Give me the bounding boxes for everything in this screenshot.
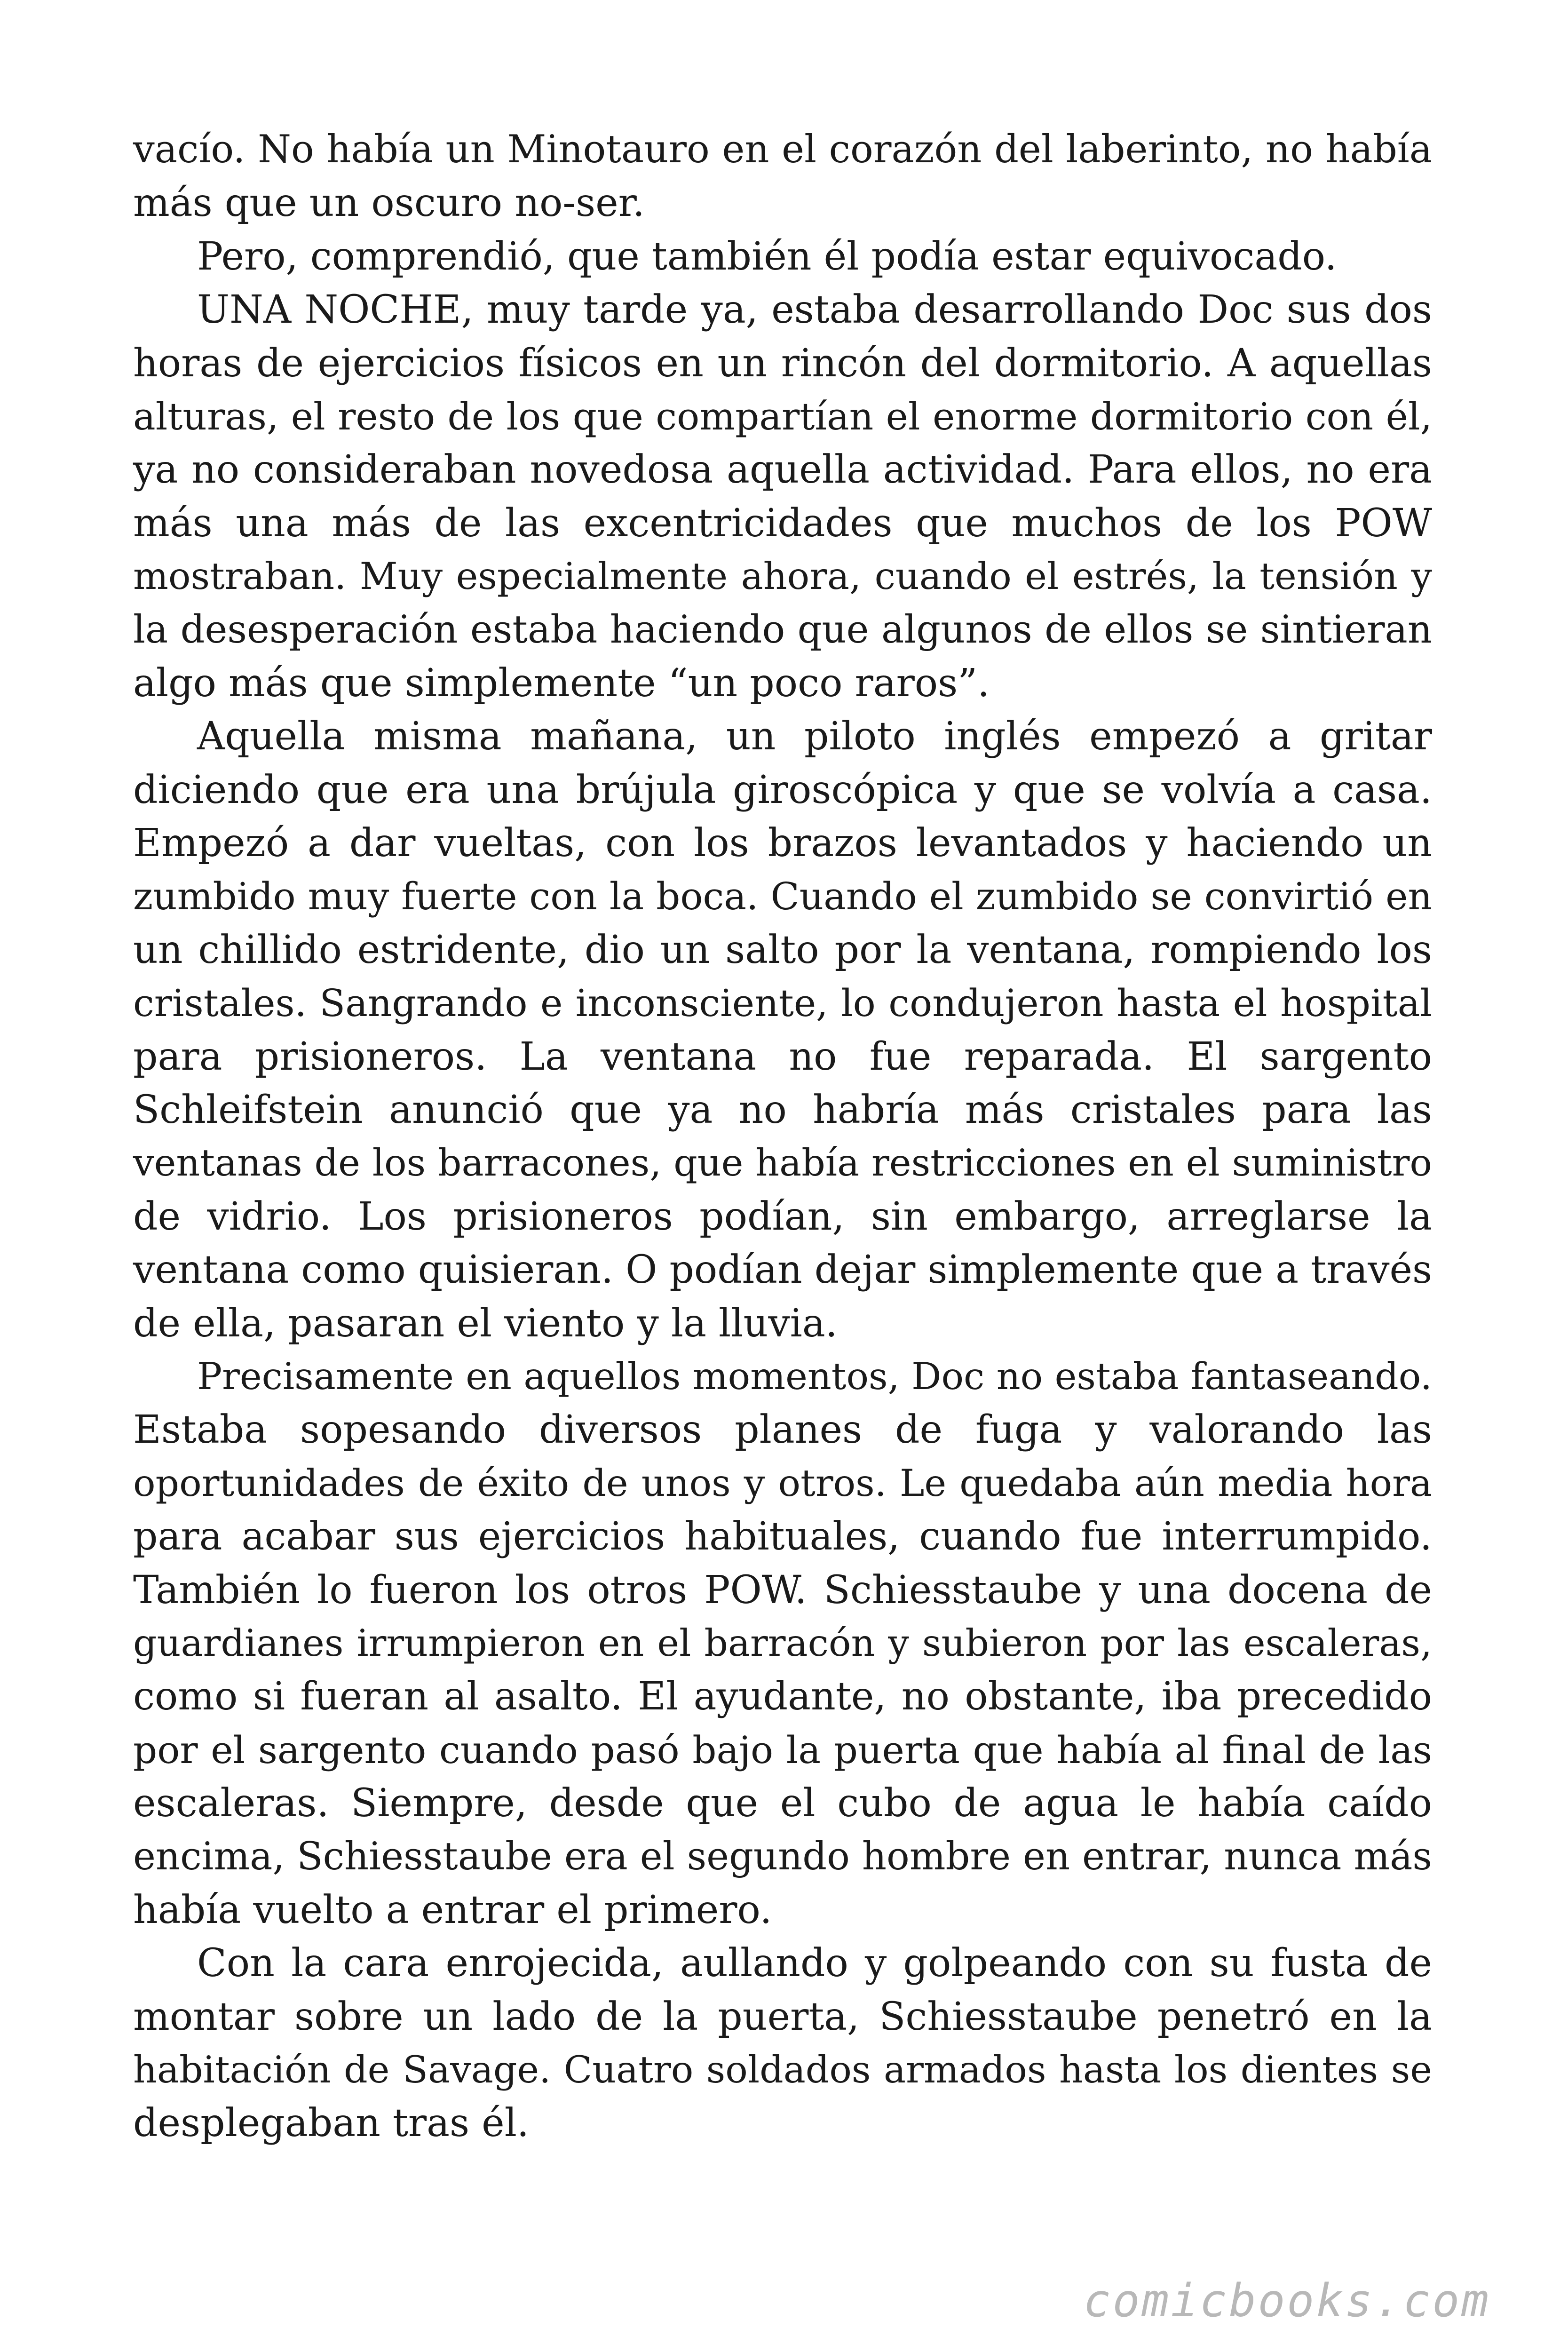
text-line: Empezó a dar vueltas, con los brazos levantados y haciendo un [133,821,1432,866]
text-line: escaleras. Siempre, desde que el cubo de agua le había caído [133,1781,1432,1826]
text-line: encima, Schiesstaube era el segundo hombre en entrar, nunca más [133,1834,1432,1879]
text-line: habitación de Savage. Cuatro soldados armados hasta los dientes se [133,2048,1432,2092]
text-line: ya no consideraban novedosa aquella actividad. Para ellos, no era [133,447,1432,493]
text-line: zumbido muy fuerte con la boca. Cuando el zumbido se convirtió en [133,874,1432,919]
text-line: oportunidades de éxito de unos y otros. Le quedaba aún media hora [133,1461,1432,1505]
body-text [133,123,1432,2150]
text-line: Estaba sopesando diversos planes de fuga y valorando las [133,1407,1432,1453]
text-line: para acabar sus ejercicios habituales, cuando fue interrumpido. [133,1514,1432,1559]
text-line: más una más de las excentricidades que muchos de los POW [133,501,1432,546]
text-line: como si fueran al asalto. El ayudante, no obstante, iba precedido [133,1674,1432,1719]
text-line: alturas, el resto de los que compartían el enorme dormitorio con él, [133,394,1432,438]
text-line: un chillido estridente, dio un salto por la ventana, rompiendo los [133,927,1432,972]
text-line: algo más que simplemente “un poco raros”. [133,660,990,706]
text-line: para prisioneros. La ventana no fue reparada. El sargento [133,1034,1432,1079]
text-line: desplegaban tras él. [133,2101,529,2146]
text-line: montar sobre un lado de la puerta, Schiesstaube penetró en la [133,1994,1432,2039]
text-line: de ella, pasaran el viento y la lluvia. [133,1301,838,1346]
text-line: Con la cara enrojecida, aullando y golpeando con su fusta de [197,1941,1432,1986]
text-line: mostraban. Muy especialmente ahora, cuando el estrés, la tensión y [133,555,1432,598]
text-line: Pero, comprendió, que también él podía estar equivocado. [197,234,1337,279]
text-line: horas de ejercicios físicos en un rincón del dormitorio. A aquellas [133,341,1432,386]
text-line: UNA NOCHE, muy tarde ya, estaba desarrollando Doc sus dos [197,287,1432,333]
text-line: por el sargento cuando pasó bajo la puerta que había al final de las [133,1728,1432,1772]
text-line: guardianes irrumpieron en el barracón y subieron por las escaleras, [133,1621,1432,1665]
text-line: Precisamente en aquellos momentos, Doc no estaba fantaseando. [197,1354,1432,1398]
text-line: diciendo que era una brújula giroscópica y que se volvía a casa. [133,767,1432,812]
text-line: Schleifstein anunció que ya no habría más cristales para las [133,1088,1432,1133]
text-line: También lo fueron los otros POW. Schiesstaube y una docena de [133,1567,1432,1613]
text-line: de vidrio. Los prisioneros podían, sin embargo, arreglarse la [133,1194,1432,1239]
text-line: vacío. No había un Minotauro en el corazón del laberinto, no había [133,127,1432,172]
text-line: había vuelto a entrar el primero. [133,1887,772,1932]
text-line: la desesperación estaba haciendo que algunos de ellos se sintieran [133,607,1432,652]
text-line: Aquella misma mañana, un piloto inglés empezó a gritar [197,714,1432,759]
text-line: cristales. Sangrando e inconsciente, lo condujeron hasta el hospital [133,981,1432,1025]
text-line: más que un oscuro no-ser. [133,181,645,226]
text-line: ventanas de los barracones, que había restricciones en el suministro [133,1141,1432,1185]
watermark: comicbooks.com [1083,2274,1490,2327]
text-line: ventana como quisieran. O podían dejar simplemente que a través [133,1248,1433,1293]
